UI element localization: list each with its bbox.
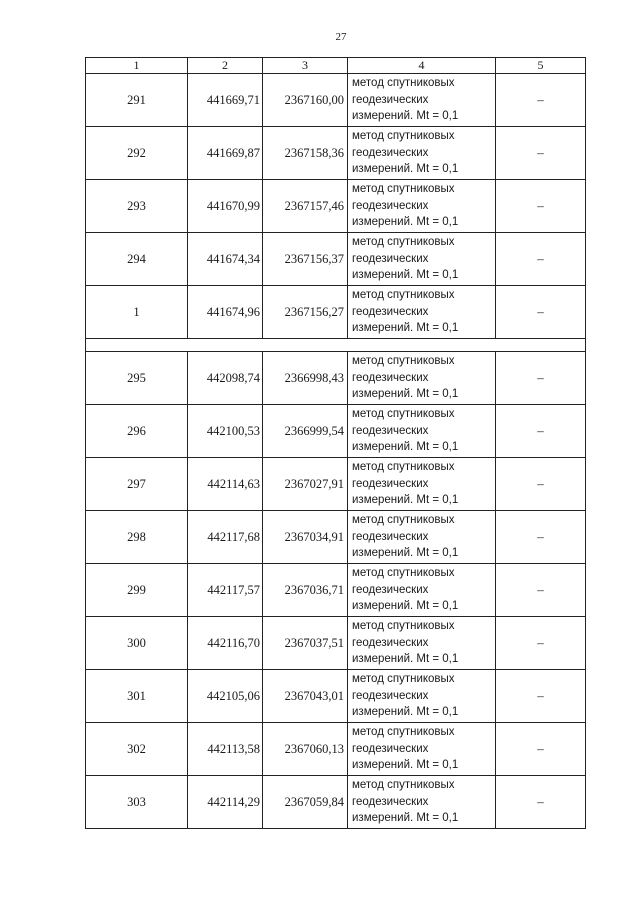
- column-5-cell: –: [496, 617, 586, 670]
- coordinates-table: [85, 57, 586, 829]
- x-coordinate-cell: 442116,70: [188, 617, 263, 670]
- point-number-cell: 301: [86, 670, 188, 723]
- method-line-1: метод спутниковых: [352, 77, 455, 90]
- header-col-2: 2: [188, 58, 263, 74]
- column-5-cell: –: [496, 233, 586, 286]
- method-cell: [348, 511, 496, 564]
- method-line-1: метод спутниковых: [352, 514, 455, 527]
- method-line-3: измерений. Mt = 0,1: [352, 322, 459, 335]
- group-separator-row: [86, 339, 586, 352]
- method-line-2: геодезических: [352, 795, 429, 808]
- method-cell: [348, 286, 496, 339]
- y-coordinate-cell: 2367034,91: [263, 511, 348, 564]
- column-5-cell: –: [496, 286, 586, 339]
- y-coordinate-cell: 2366998,43: [263, 352, 348, 405]
- method-cell: [348, 458, 496, 511]
- point-number-cell: 1: [86, 286, 188, 339]
- method-line-3: измерений. Mt = 0,1: [352, 441, 459, 454]
- point-number-cell: 295: [86, 352, 188, 405]
- x-coordinate-cell: 442117,68: [188, 511, 263, 564]
- table-row: [86, 74, 586, 127]
- y-coordinate-cell: 2367160,00: [263, 74, 348, 127]
- table-row: [86, 776, 586, 829]
- method-line-2: геодезических: [352, 583, 429, 596]
- table-row: [86, 617, 586, 670]
- method-cell: [348, 670, 496, 723]
- table-row: [86, 352, 586, 405]
- y-coordinate-cell: 2367043,01: [263, 670, 348, 723]
- point-number-cell: 291: [86, 74, 188, 127]
- table-row: [86, 458, 586, 511]
- method-line-2: геодезических: [352, 477, 429, 490]
- method-line-2: геодезических: [352, 530, 429, 543]
- method-line-3: измерений. Mt = 0,1: [352, 163, 459, 176]
- method-line-1: метод спутниковых: [352, 726, 455, 739]
- method-line-1: метод спутниковых: [352, 620, 455, 633]
- x-coordinate-cell: 442114,29: [188, 776, 263, 829]
- method-line-2: геодезических: [352, 146, 429, 159]
- x-coordinate-cell: 442114,63: [188, 458, 263, 511]
- method-line-3: измерений. Mt = 0,1: [352, 110, 459, 123]
- table-body: [86, 74, 586, 829]
- method-line-3: измерений. Mt = 0,1: [352, 216, 459, 229]
- column-5-cell: –: [496, 723, 586, 776]
- method-cell: [348, 352, 496, 405]
- method-line-3: измерений. Mt = 0,1: [352, 812, 459, 825]
- method-line-3: измерений. Mt = 0,1: [352, 388, 459, 401]
- x-coordinate-cell: 441674,96: [188, 286, 263, 339]
- table-row: [86, 127, 586, 180]
- x-coordinate-cell: 441669,87: [188, 127, 263, 180]
- method-cell: [348, 723, 496, 776]
- table-row: [86, 723, 586, 776]
- y-coordinate-cell: 2367027,91: [263, 458, 348, 511]
- method-line-3: измерений. Mt = 0,1: [352, 759, 459, 772]
- y-coordinate-cell: 2367156,37: [263, 233, 348, 286]
- method-line-3: измерений. Mt = 0,1: [352, 600, 459, 613]
- x-coordinate-cell: 442105,06: [188, 670, 263, 723]
- method-line-3: измерений. Mt = 0,1: [352, 494, 459, 507]
- header-col-3: 3: [263, 58, 348, 74]
- method-line-1: метод спутниковых: [352, 130, 455, 143]
- table-row: [86, 233, 586, 286]
- method-cell: [348, 74, 496, 127]
- method-line-1: метод спутниковых: [352, 355, 455, 368]
- column-5-cell: –: [496, 511, 586, 564]
- y-coordinate-cell: 2367059,84: [263, 776, 348, 829]
- method-line-2: геодезических: [352, 252, 429, 265]
- table-row: [86, 180, 586, 233]
- method-line-1: метод спутниковых: [352, 183, 455, 196]
- method-cell: [348, 405, 496, 458]
- group-separator-cell: [86, 339, 586, 352]
- point-number-cell: 299: [86, 564, 188, 617]
- method-line-1: метод спутниковых: [352, 567, 455, 580]
- table-row: [86, 286, 586, 339]
- point-number-cell: 297: [86, 458, 188, 511]
- method-line-3: измерений. Mt = 0,1: [352, 269, 459, 282]
- column-5-cell: –: [496, 74, 586, 127]
- y-coordinate-cell: 2367158,36: [263, 127, 348, 180]
- method-line-2: геодезических: [352, 305, 429, 318]
- table-row: [86, 564, 586, 617]
- point-number-cell: 303: [86, 776, 188, 829]
- point-number-cell: 300: [86, 617, 188, 670]
- x-coordinate-cell: 441674,34: [188, 233, 263, 286]
- method-line-2: геодезических: [352, 199, 429, 212]
- method-line-3: измерений. Mt = 0,1: [352, 706, 459, 719]
- point-number-cell: 302: [86, 723, 188, 776]
- method-line-3: измерений. Mt = 0,1: [352, 547, 459, 560]
- y-coordinate-cell: 2367060,13: [263, 723, 348, 776]
- column-5-cell: –: [496, 564, 586, 617]
- y-coordinate-cell: 2367037,51: [263, 617, 348, 670]
- page-number: 27: [335, 31, 347, 43]
- coordinates-table-container: [85, 57, 585, 829]
- column-5-cell: –: [496, 776, 586, 829]
- column-5-cell: –: [496, 458, 586, 511]
- method-cell: [348, 776, 496, 829]
- method-line-1: метод спутниковых: [352, 779, 455, 792]
- column-5-cell: –: [496, 127, 586, 180]
- y-coordinate-cell: 2367157,46: [263, 180, 348, 233]
- method-line-2: геодезических: [352, 636, 429, 649]
- point-number-cell: 294: [86, 233, 188, 286]
- method-cell: [348, 617, 496, 670]
- method-line-1: метод спутниковых: [352, 289, 455, 302]
- table-header-row: [86, 58, 586, 74]
- method-line-1: метод спутниковых: [352, 673, 455, 686]
- point-number-cell: 298: [86, 511, 188, 564]
- x-coordinate-cell: 442113,58: [188, 723, 263, 776]
- y-coordinate-cell: 2367156,27: [263, 286, 348, 339]
- header-col-5: 5: [496, 58, 586, 74]
- method-cell: [348, 127, 496, 180]
- method-line-1: метод спутниковых: [352, 236, 455, 249]
- column-5-cell: –: [496, 180, 586, 233]
- method-line-1: метод спутниковых: [352, 408, 455, 421]
- point-number-cell: 293: [86, 180, 188, 233]
- method-line-2: геодезических: [352, 689, 429, 702]
- method-cell: [348, 564, 496, 617]
- table-row: [86, 511, 586, 564]
- method-line-2: геодезических: [352, 93, 429, 106]
- method-cell: [348, 233, 496, 286]
- point-number-cell: 296: [86, 405, 188, 458]
- table-row: [86, 405, 586, 458]
- y-coordinate-cell: 2367036,71: [263, 564, 348, 617]
- column-5-cell: –: [496, 670, 586, 723]
- method-line-2: геодезических: [352, 742, 429, 755]
- x-coordinate-cell: 442100,53: [188, 405, 263, 458]
- method-cell: [348, 180, 496, 233]
- x-coordinate-cell: 441670,99: [188, 180, 263, 233]
- table-row: [86, 670, 586, 723]
- column-5-cell: –: [496, 405, 586, 458]
- x-coordinate-cell: 442098,74: [188, 352, 263, 405]
- method-line-1: метод спутниковых: [352, 461, 455, 474]
- header-col-4: 4: [348, 58, 496, 74]
- point-number-cell: 292: [86, 127, 188, 180]
- method-line-2: геодезических: [352, 371, 429, 384]
- y-coordinate-cell: 2366999,54: [263, 405, 348, 458]
- x-coordinate-cell: 441669,71: [188, 74, 263, 127]
- column-5-cell: –: [496, 352, 586, 405]
- method-line-3: измерений. Mt = 0,1: [352, 653, 459, 666]
- method-line-2: геодезических: [352, 424, 429, 437]
- x-coordinate-cell: 442117,57: [188, 564, 263, 617]
- header-col-1: 1: [86, 58, 188, 74]
